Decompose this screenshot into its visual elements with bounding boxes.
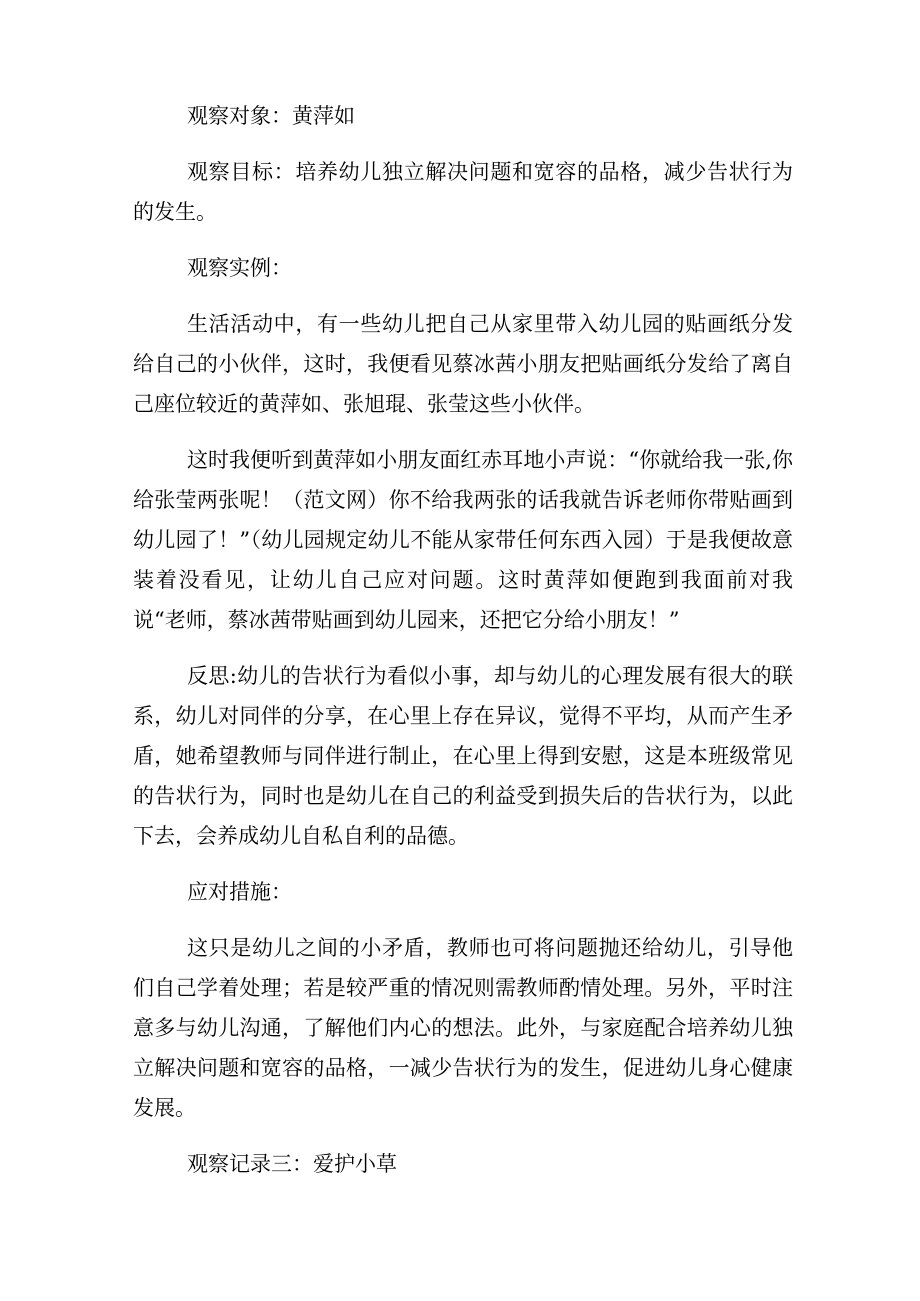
paragraph-measures: 这只是幼儿之间的小矛盾，教师也可将问题抛还给幼儿，引导他们自己学着处理；若是较严重的情况则需教师酌情处理。另外，平时注意多与幼儿沟通，了解他们内心的想法。此外，与家庭配合培养幼儿独立解决问题和宽容的品格，一减少告状行为的发生，促进幼儿身心健康发展。 — [133, 936, 793, 1120]
document-body — [133, 96, 793, 1200]
paragraph-activity-description: 生活活动中，有一些幼儿把自己从家里带入幼儿园的贴画纸分发给自己的小伙伴，这时，我便看见蔡冰茜小朋友把贴画纸分发给了离自己座位较近的黄萍如、张旭琨、张莹这些小伙伴。 — [133, 312, 793, 416]
paragraph-reflection: 反思:幼儿的告状行为看似小事，却与幼儿的心理发展有很大的联系，幼儿对同伴的分享，在心里上存在异议，觉得不平均，从而产生矛盾，她希望教师与同伴进行制止，在心里上得到安慰，这是本班级常见的告状行为，同时也是幼儿在自己的利益受到损失后的告状行为，以此下去，会养成幼儿自私自利的品德。 — [133, 664, 793, 848]
paragraph-record-three-heading: 观察记录三：爱护小草 — [187, 1152, 397, 1176]
paragraph-dialogue: 这时我便听到黄萍如小朋友面红赤耳地小声说：“你就给我一张,你给张莹两张呢！（范文网）你不给我两张的话我就告诉老师你带贴画到幼儿园了！”（幼儿园规定幼儿不能从家带任何东西入园）于是我便故意装着没看见，让幼儿自己应对问题。这时黄萍如便跑到我面前对我说“老师，蔡冰茜带贴画到幼儿园来，还把它分给小朋友！” — [133, 448, 793, 632]
paragraph-measures-heading: 应对措施： — [187, 880, 292, 904]
paragraph-observation-goal: 观察目标：培养幼儿独立解决问题和宽容的品格，减少告状行为的发生。 — [133, 160, 793, 224]
paragraph-observation-subject: 观察对象：黄萍如 — [187, 104, 355, 128]
paragraph-observation-example-heading: 观察实例： — [187, 256, 292, 280]
